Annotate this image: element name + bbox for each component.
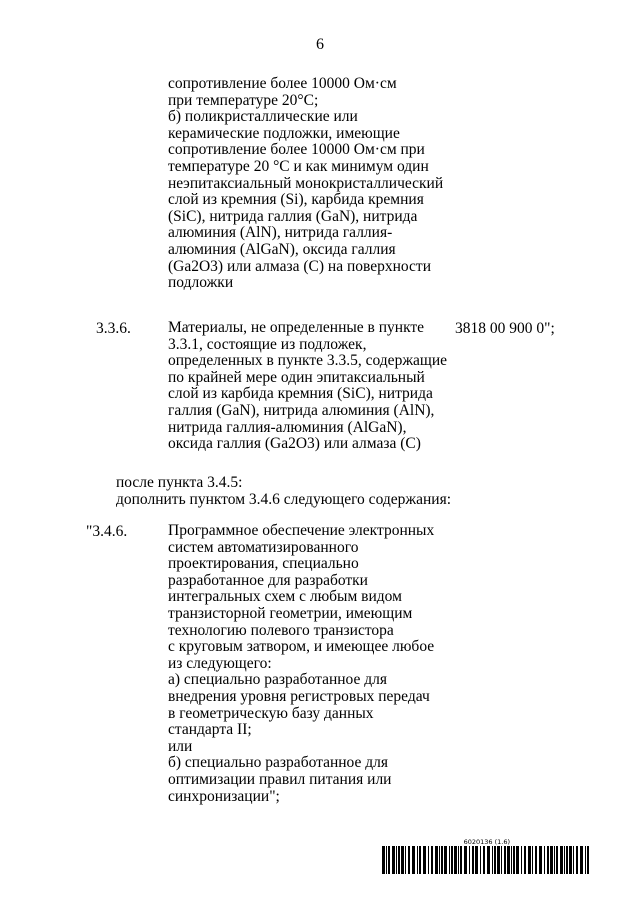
- item-3-4-6-line: интегральных схем с любым видом: [168, 588, 402, 606]
- barcode-bar: [469, 846, 470, 874]
- barcode-bar: [444, 846, 447, 874]
- item-3-3-6-text: [168, 319, 448, 453]
- barcode-bar: [547, 846, 549, 874]
- item-3-3-6-line: галлия (GaN), нитрида алюминия (AlN),: [168, 401, 435, 419]
- barcode-bar: [497, 846, 500, 874]
- barcode-bar: [449, 846, 450, 874]
- barcode-bar: [458, 846, 459, 874]
- item-3-3-6-number: 3.3.6.: [96, 320, 131, 337]
- barcode-bar: [569, 846, 572, 874]
- continuation-line: алюминия (AlGaN), оксида галлия: [168, 240, 396, 258]
- barcode-bar: [405, 846, 406, 874]
- item-3-4-6-text: [168, 523, 438, 805]
- barcode-bar: [544, 846, 545, 874]
- barcode-bar: [587, 846, 589, 874]
- barcode-bar: [472, 846, 474, 874]
- barcode: [382, 838, 592, 874]
- barcode-bar: [454, 846, 457, 874]
- barcode-bar: [382, 846, 385, 874]
- item-3-3-6-line: по крайней мере один эпитаксиальный: [168, 368, 425, 386]
- item-3-4-6-line: синхронизации";: [168, 787, 280, 805]
- barcode-bar: [535, 846, 537, 874]
- continuation-line: слой из кремния (Si), карбида кремния: [168, 191, 424, 209]
- barcode-bar: [392, 846, 395, 874]
- continuation-line: неэпитаксиальный монокристаллический: [168, 174, 444, 192]
- item-3-4-6-line: технологию полевого транзистора: [168, 621, 394, 639]
- continuation-line: подложки: [168, 274, 234, 292]
- barcode-bar: [412, 846, 415, 874]
- barcode-bar: [388, 846, 390, 874]
- instruction-line-2: дополнить пунктом 3.4.6 следующего содержания:: [116, 491, 451, 508]
- barcode-bar: [507, 846, 510, 874]
- continuation-text: [168, 75, 444, 292]
- barcode-bar: [585, 846, 586, 874]
- item-3-3-6-line: оксида галлия (Ga2O3) или алмаза (С): [168, 435, 421, 453]
- item-3-4-6-line: б) специально разработанное для: [168, 754, 388, 772]
- barcode-bar: [528, 846, 531, 874]
- continuation-line: сопротивление более 10000 Ом·см при: [168, 141, 425, 159]
- item-3-4-6-line: проектирования, специально: [168, 555, 359, 573]
- instruction-line-1: после пункта 3.4.5:: [116, 474, 243, 491]
- item-3-4-6-line: или: [168, 737, 193, 755]
- barcode-bar: [524, 846, 526, 874]
- item-3-4-6-line: из следующего:: [168, 654, 272, 672]
- barcode-bar: [451, 846, 453, 874]
- barcode-bars: [382, 846, 592, 874]
- barcode-bar: [460, 846, 462, 874]
- barcode-bar: [521, 846, 522, 874]
- item-3-4-6-line: а) специально разработанное для: [168, 671, 387, 689]
- item-3-4-6-line: стандарта II;: [168, 721, 252, 739]
- continuation-line: температуре 20 °С и как минимум один: [168, 157, 429, 175]
- barcode-bar: [564, 846, 565, 874]
- barcode-bar: [419, 846, 421, 874]
- item-3-4-6-line: оптимизации правил питания или: [168, 770, 392, 788]
- barcode-bar: [501, 846, 502, 874]
- continuation-line: (SiC), нитрида галлия (GaN), нитрида: [168, 207, 418, 225]
- item-3-4-6-line: Программное обеспечение электронных: [168, 522, 435, 539]
- barcode-bar: [475, 846, 478, 874]
- barcode-bar: [539, 846, 542, 874]
- barcode-bar: [401, 846, 404, 874]
- item-3-4-6-line: в геометрическую базу данных: [168, 704, 374, 722]
- barcode-bar: [556, 846, 558, 874]
- barcode-bar: [511, 846, 512, 874]
- barcode-label: 6020136 (1.6): [463, 838, 510, 846]
- item-3-4-6-line: с круговым затвором, и имеющее любое: [168, 638, 435, 656]
- barcode-bar: [439, 846, 440, 874]
- item-3-4-6-line: разработанное для разработки: [168, 571, 368, 589]
- continuation-line: при температуре 20°С;: [168, 91, 319, 109]
- barcode-bar: [396, 846, 397, 874]
- item-3-4-6-number: "3.4.6.: [86, 523, 128, 540]
- barcode-bar: [516, 846, 519, 874]
- barcode-bar: [492, 846, 493, 874]
- barcode-bar: [480, 846, 481, 874]
- barcode-bar: [532, 846, 533, 874]
- barcode-bar: [483, 846, 485, 874]
- barcode-bar: [550, 846, 553, 874]
- barcode-bar: [560, 846, 563, 874]
- item-3-3-6-line: определенных в пункте 3.3.5, содержащие: [168, 352, 448, 370]
- barcode-bar: [580, 846, 583, 874]
- continuation-line: керамические подложки, имеющие: [168, 124, 400, 142]
- barcode-bar: [428, 846, 429, 874]
- barcode-bar: [494, 846, 496, 874]
- barcode-bar: [487, 846, 490, 874]
- page-number: 6: [316, 36, 324, 53]
- continuation-line: сопротивление более 10000 Ом·см: [168, 75, 397, 92]
- item-3-3-6-line: Материалы, не определенные в пункте: [168, 319, 425, 336]
- barcode-bar: [441, 846, 443, 874]
- item-3-4-6-line: транзисторной геометрии, имеющим: [168, 604, 413, 622]
- item-3-4-6-line: систем автоматизированного: [168, 538, 359, 556]
- continuation-line: б) поликристаллические или: [168, 108, 358, 126]
- continuation-line: алюминия (AlN), нитрида галлия-: [168, 224, 393, 242]
- barcode-bar: [566, 846, 568, 874]
- barcode-bar: [431, 846, 433, 874]
- barcode-bar: [554, 846, 555, 874]
- barcode-bar: [435, 846, 438, 874]
- barcode-bar: [408, 846, 410, 874]
- item-3-3-6-line: 3.3.1, состоящие из подложек,: [168, 335, 367, 353]
- item-3-3-6-code: 3818 00 900 0";: [455, 320, 555, 337]
- barcode-bar: [423, 846, 426, 874]
- barcode-bar: [504, 846, 506, 874]
- barcode-bar: [464, 846, 467, 874]
- barcode-bar: [417, 846, 418, 874]
- barcode-bar: [573, 846, 574, 874]
- barcode-bar: [576, 846, 578, 874]
- item-3-3-6-line: нитрида галлия-алюминия (AlGaN),: [168, 418, 407, 436]
- continuation-line: (Ga2O3) или алмаза (С) на поверхности: [168, 257, 431, 275]
- barcode-bar: [386, 846, 387, 874]
- item-3-3-6-line: слой из карбида кремния (SiC), нитрида: [168, 385, 433, 403]
- barcode-bar: [513, 846, 515, 874]
- item-3-4-6-line: внедрения уровня регистровых передач: [168, 687, 430, 705]
- barcode-bar: [398, 846, 400, 874]
